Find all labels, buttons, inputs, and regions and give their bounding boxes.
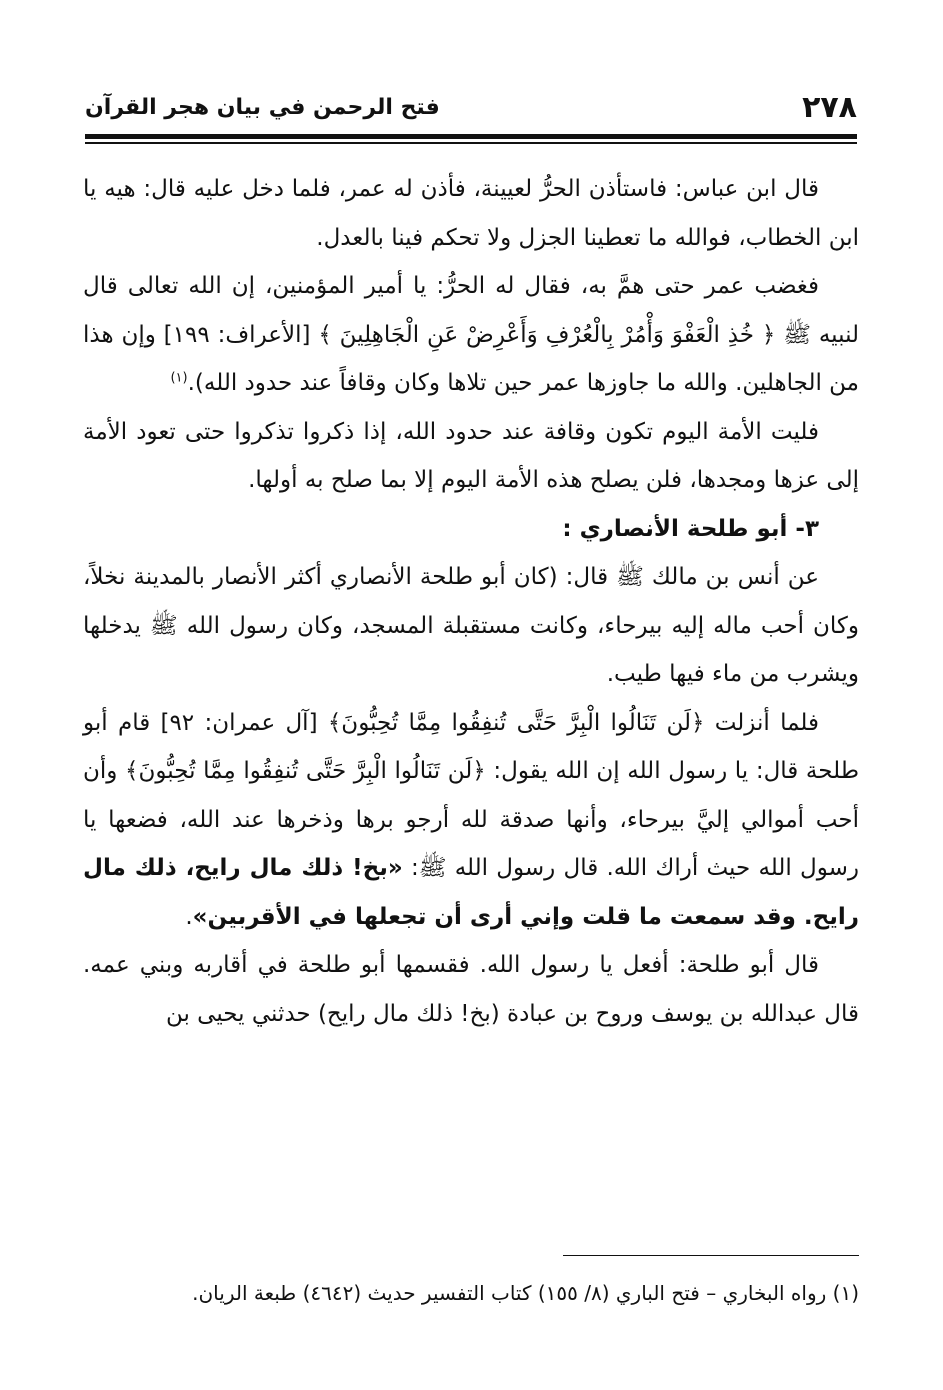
running-title: فتح الرحمن في بيان هجر القرآن: [85, 95, 440, 120]
page-number: ٢٧٨: [802, 90, 857, 125]
quran-verse-al-imran-2: ﴿لَن تَنَالُوا الْبِرَّ حَتَّى تُنفِقُوا مِمَّا تُحِبُّونَ﴾: [125, 758, 486, 784]
paragraph-3: فليت الأمة اليوم تكون وقافة عند حدود الله، إذا ذكروا تذكروا حتى تعود الأمة إلى عزها ومجدها، فلن يصلح هذه الأمة اليوم إلا بما صلح به أولها.: [83, 418, 859, 493]
paragraph-5-end: .: [185, 903, 193, 930]
paragraph-5: [83, 699, 859, 942]
main-text: [83, 165, 859, 1038]
hadith-quote: «بخ! ذلك مال رايح، ذلك مال رايح. وقد سمعت ما قلت وإني أرى أن تجعلها في الأقربين»: [83, 855, 859, 930]
header-rule-thin: [85, 142, 857, 144]
paragraph-5-mid-2: وأن أحب أموالي إليَّ بيرحاء، وأنها صدقة لله أرجو برها وذخرها عند الله، فضعها يا رسول الله حيث أراك الله. قال رسول الله ﷺ:: [83, 758, 859, 881]
footnote: (١) رواه البخاري – فتح الباري (٨/ ١٥٥) كتاب التفسير حديث (٤٦٤٢) طبعة الريان.: [192, 1281, 859, 1305]
paragraph-2-end: [الأعراف: ١٩٩] وإن هذا من الجاهلين. والله ما جاوزها عمر حين تلاها وكان وقافاً عند حدود الله).: [83, 321, 859, 396]
header-rule-thick: [85, 134, 857, 139]
paragraph-4: عن أنس بن مالك ﷺ قال: (كان أبو طلحة الأنصاري أكثر الأنصار بالمدينة نخلاً، وكان أحب ماله إليه بيرحاء، وكانت مستقبلة المسجد، وكان رسول الله ﷺ يدخلها ويشرب من ماء فيها طيب.: [83, 564, 859, 687]
quran-verse-al-imran-1: ﴿لَن تَنَالُوا الْبِرَّ حَتَّى تُنفِقُوا مِمَّا تُحِبُّونَ﴾: [327, 709, 705, 736]
paragraph-1: قال ابن عباس: فاستأذن الحرُّ لعيينة، فأذن له عمر، فلما دخل عليه قال: هيه يا ابن الخطاب، فوالله ما تعطينا الجزل ولا تحكم فينا بالعدل.: [83, 176, 859, 251]
paragraph-2: [83, 262, 859, 408]
quran-verse-araf: ﴿ خُذِ الْعَفْوَ وَأْمُرْ بِالْعُرْفِ وَأَعْرِضْ عَنِ الْجَاهِلِينَ ﴾: [318, 321, 776, 348]
footnote-marker: (١): [170, 370, 188, 386]
footnote-separator: [563, 1255, 859, 1256]
page-header: [85, 88, 857, 128]
paragraph-2-start: فغضب عمر حتى همَّ به، فقال له الحرُّ: يا أمير المؤمنين، إن الله تعالى قال لنبيه ﷺ: [83, 273, 860, 348]
paragraph-5-start: فلما أنزلت: [714, 709, 819, 736]
section-heading: ٣- أبو طلحة الأنصاري :: [562, 515, 819, 542]
paragraph-6: قال أبو طلحة: أفعل يا رسول الله. فقسمها أبو طلحة في أقاربه وبني عمه. قال عبدالله بن يوسف وروح بن عبادة (بخ! ذلك مال رايح) حدثني يحيى بن: [83, 952, 859, 1027]
paragraph-5-mid-1: [آل عمران: ٩٢] قام أبو طلحة قال: يا رسول الله إن الله يقول:: [83, 709, 860, 784]
